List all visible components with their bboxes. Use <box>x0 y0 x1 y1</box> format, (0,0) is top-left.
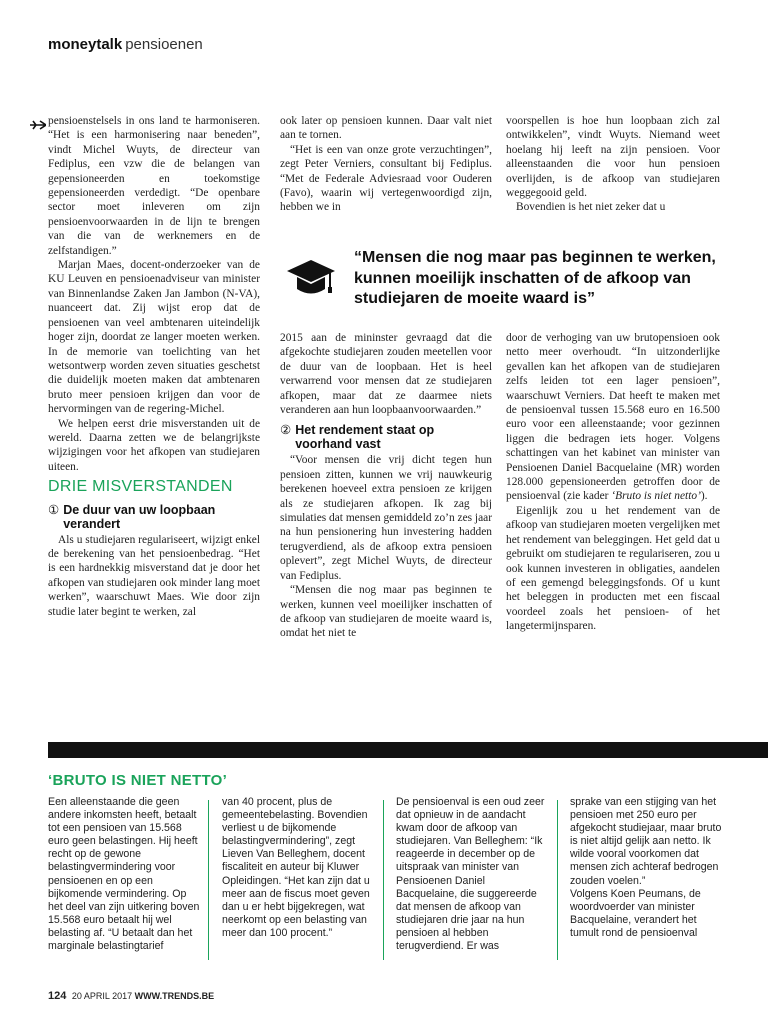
pull-quote-text: “Mensen die nog maar pas beginnen te werken, kunnen moeilijk inschatten of de afkoop van studiejaren de moeite waard is” <box>354 249 716 307</box>
magazine-header <box>48 36 203 53</box>
subheading-number: ② <box>280 423 292 438</box>
paragraph: sprake van een stijging van het pensioen met 250 euro per afgekocht studiejaar, maar bruto is niet altijd gelijk aan netto. Ik wilde vooral voorkomen dat mensen zich achteraf bedrogen zouden voelen.” <box>570 796 722 887</box>
paragraph: “Het is een van onze grote verzuchtingen”, zegt Peter Verniers, consultant bij Fediplus. “Met de Federale Adviesraad voor Ouderen (Favo), waarin wij vertegenwoordigd zijn, hebben we in <box>280 143 492 214</box>
box-column-1: Een alleenstaande die geen andere inkomsten heeft, betaalt tot een pensioen van 15.568 euro geen belastingen. Hij heeft recht op de gewone belastingvermindering voor pensioenen en op een bijkomende vermindering. Op het deel van zijn uitkering boven 15.568 euro betaalt hij wel belasting af. “U betaalt dan het marginale belastingtarief <box>48 796 200 953</box>
text-run: ). <box>700 490 708 503</box>
subheading-2 <box>280 423 492 451</box>
paragraph: Marjan Maes, docent-onderzoeker van de KU Leuven en pensioenadviseur van minister van Binnenlandse Zaken Jan Jambon (N-VA), nuanceert dat. Zij wijst erop dat de pensioenen van veel ambtenaren uiteindelijk hoger zijn, doordat ze langer moeten werken. In de memorie van toelichting van het wetsontwerp worden zeven situaties geschetst die duidelijk moeten maken dat ambtenaren bruto meer pensioen krijgen dan voor de hervormingen van de regering-Michel. <box>48 259 260 416</box>
paragraph: 2015 aan de mininster gevraagd dat die afgekochte studiejaren zouden meetellen voor de duur van de loopbaan. Het is heel verwarrend voor mensen dat ze studiejaren afkopen, maar dat ze daarmee niets veranderen aan hun loopbaanvoorwaarden.” <box>280 332 492 417</box>
subheading-title: Het rendement staat op voorhand vast <box>295 423 435 452</box>
box-column-4 <box>570 796 722 940</box>
paragraph: We helpen eerst drie misverstanden uit de wereld. Daarna zetten we de belangrijkste wijzigingen voor het afkopen van studiejaren uiteen. <box>48 417 260 473</box>
column-3-top <box>506 114 720 215</box>
paragraph: “Mensen die nog maar pas beginnen te werken, kunnen veel moeilijker inschatten of de afkoop van studiejaren de moeite waard is, omdat het niet te <box>280 584 492 640</box>
paragraph: “Voor mensen die vrij dicht tegen hun pensioen zitten, kunnen we vrij nauwkeurig berekenen hoeveel extra pensioen ze krijgen als ze studiejaren afkopen. Ik zag bij simulaties dat mensen gemiddeld zo’n zes jaar na hun pensionering hun investering hadden terugverdiend, als de afkoop extra pensioen oplevert”, zegt Michel Wuyts, de directeur van Fediplus. <box>280 454 492 582</box>
page-footer <box>48 990 214 1002</box>
column-2-bottom <box>280 331 492 641</box>
plane-arrow-icon <box>30 118 46 134</box>
paragraph: pensioenstelsels in ons land te harmoniseren. “Het is een harmonisering naar beneden”, vindt Michel Wuyts, de directeur van Fediplus, een vzw die de belangen van gepensioneerden en toekomstige gepensioneerden verdedigt. “De openbare sector moet inleveren om zijn pensioenvoorwaarden in de lijn te brengen van die van de werknemers en de zelfstandigen.” <box>48 115 260 257</box>
paragraph: voorspellen is hoe hun loopbaan zich zal ontwikkelen”, vindt Wuyts. Niemand weet hoelang hij leeft na zijn pensioen. Voor alleenstaanden die voor hun pensioen overlijden, is de afkoop van studiejaren weggegooid geld. <box>506 115 720 200</box>
italic-reference: ‘Bruto is niet netto’ <box>611 490 701 503</box>
box-column-3: De pensioenval is een oud zeer dat opnieuw in de aandacht kwam door de afkoop van studiejaren. Van Belleghem: “Ik reageerde in december op de uitspraak van minister van Pensioenen Daniel Bacquelaine, die suggereerde dat mensen de afkoop van studiejaren drie jaar na hun pensioen al hebben terugverdiend. Er was <box>396 796 545 953</box>
page-number: 124 <box>48 990 67 1002</box>
box-separator-bar <box>48 742 768 758</box>
website: WWW.TRENDS.BE <box>134 991 215 1001</box>
column-1 <box>48 114 260 619</box>
column-divider <box>557 800 558 960</box>
column-2-top <box>280 114 492 215</box>
box-column-2: van 40 procent, plus de gemeentebelasting. Bovendien verliest u de bijkomende belastingvermindering”, zegt Lieven Van Belleghem, docent fiscaliteit en auteur bij Kluwer Opleidingen. “Het kan zijn dat u meer aan de fiscus moet geven dan u er hebt bijgekregen, wat neerkomt op een belasting van meer dan 100 procent.” <box>222 796 370 939</box>
column-divider <box>383 800 384 960</box>
brand-name: moneytalk <box>48 36 123 53</box>
column-3-bottom <box>506 331 720 634</box>
graduation-cap-icon <box>286 258 336 298</box>
paragraph: ook later op pensioen kunnen. Daar valt niet aan te tornen. <box>280 115 492 142</box>
paragraph: Volgens Koen Peumans, de woordvoerder van minister Bacquelaine, verandert het tumult rond de pensioenval <box>570 887 701 939</box>
section-name: pensioenen <box>125 36 203 53</box>
text-run: door de verhoging van uw brutopensioen ook netto meer overhoudt. “In uitzonderlijke gevallen kan het afkopen van de studiejaren zelfs leiden tot een lager pensioen”, waarschuwt Verniers. Dat heeft te maken met de pensioenval tussen 15.568 euro en 16.500 euro voor een alleenstaande; voor gezinnen liggen die bedragen iets hoger. Volgens schattingen van het kabinet van minister van Pensioenen Daniel Bacquelaine (MR) worden 128.000 gepensioneerden getroffen door de pensioenval (zie kader <box>506 332 720 503</box>
section-heading: DRIE MISVERSTANDEN <box>48 478 233 496</box>
subheading-number: ① <box>48 502 60 517</box>
paragraph: Bovendien is het niet zeker dat u <box>516 201 666 214</box>
paragraph: Als u studiejaren regulariseert, wijzigt enkel de berekening van het pensioenbedrag. “Het is een hardnekkig misverstand dat je door het afkopen van studiejaren ook minder lang moet werken”, waarschuwt Maes. Wie door zijn studie later begint te werken, zal <box>48 533 260 618</box>
pull-quote <box>286 248 726 308</box>
issue-date: 20 APRIL 2017 <box>71 991 133 1001</box>
subheading-1 <box>48 503 260 531</box>
box-title: ‘BRUTO IS NIET NETTO’ <box>48 772 228 789</box>
column-divider <box>208 800 209 960</box>
paragraph <box>506 331 720 504</box>
subheading-title: De duur van uw loopbaan verandert <box>63 502 216 531</box>
paragraph: Eigenlijk zou u het rendement van de afkoop van studiejaren moeten vergelijken met het rendement van beleggingen. Het geld dat u gebruikt om studiejaren te regulariseren, zou u ook kunnen investeren in obligaties, aandelen of een gemengd beleggingsfonds. Of u kunt het beleggen in producten met een fiscaal voordeel zoals het pensioen- of het langetermijnsparen. <box>506 504 720 633</box>
